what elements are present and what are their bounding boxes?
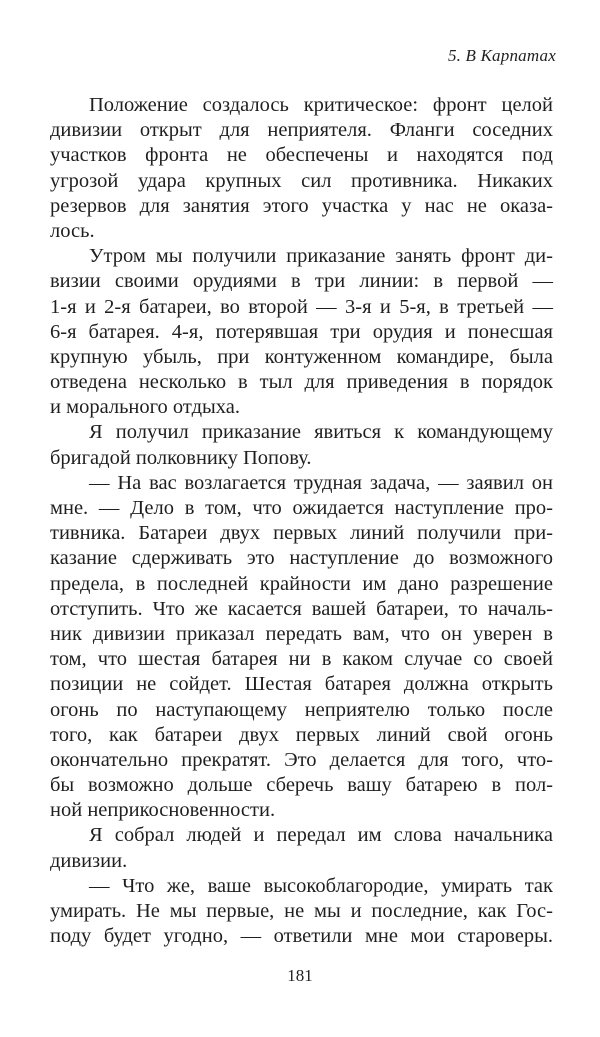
text-line: отведена несколько в тыл для приведения в порядок	[50, 371, 553, 394]
text-line: дивизии.	[50, 849, 128, 872]
text-line: дивизии открыт для неприятеля. Фланги соседних	[50, 119, 553, 142]
text-line: лось.	[50, 219, 95, 242]
text-line: резервов для занятия этого участка у нас не оказа-	[50, 194, 553, 217]
text-line: Я собрал людей и передал им слова начальника	[89, 824, 553, 847]
text-line: визии своими орудиями в три линии: в первой —	[50, 270, 553, 293]
page-number: 181	[287, 966, 313, 985]
text-line: огонь по наступающему неприятелю только после	[50, 698, 553, 721]
text-line: крупную убыль, при контуженном командире, была	[50, 345, 553, 368]
text-line: бригадой полковнику Попову.	[50, 446, 312, 469]
text-line: — Что же, ваше высокоблагородие, умирать так	[89, 874, 553, 897]
text-line: Утром мы получили приказание занять фронт ди-	[89, 245, 553, 268]
text-line: тивника. Батареи двух первых линий получили при-	[50, 522, 553, 545]
text-line: Положение создалось критическое: фронт целой	[89, 94, 553, 116]
text-line: ной неприкосновенности.	[50, 799, 276, 822]
text-line: том, что шестая батарея ни в каком случае со своей	[50, 648, 553, 671]
text-line: того, как батареи двух первых линий свой огонь	[50, 723, 553, 746]
text-line: предела, в последней крайности им дано разрешение	[50, 572, 553, 595]
text-line: окончательно прекратят. Это делается для того, что-	[50, 748, 553, 771]
text-line: ник дивизии приказал передать вам, что он уверен в	[50, 622, 553, 645]
text-line: умирать. Не мы первые, не мы и последние, как Гос-	[50, 900, 553, 922]
text-line: поду будет угодно, — ответили мне мои староверы.	[50, 925, 553, 948]
text-line: мне. — Дело в том, что ожидается наступление про-	[50, 497, 553, 519]
text-line: 1-я и 2-я батареи, во второй — 3-я и 5-я, в третьей —	[50, 295, 553, 318]
text-line: угрозой удара крупных сил противника. Никаких	[50, 169, 553, 192]
body-text	[50, 93, 553, 949]
text-line: позиции не сойдет. Шестая батарея должна открыть	[50, 673, 553, 696]
text-line: участков фронта не обеспечены и находятся под	[50, 144, 553, 167]
text-line: бы возможно дольше сберечь вашу батарею в пол-	[50, 774, 553, 797]
text-line: 6-я батарея. 4-я, потерявшая три орудия и понесшая	[50, 320, 553, 343]
text-line: — На вас возлагается трудная задача, — заявил он	[89, 471, 553, 494]
text-line: отступить. Что же касается вашей батареи, то началь-	[50, 597, 553, 620]
text-line: и морального отдыха.	[50, 396, 240, 419]
running-header: 5. В Карпатах	[447, 46, 556, 65]
text-line: Я получил приказание явиться к командующему	[89, 421, 553, 444]
text-line: казание сдерживать это наступление до возможного	[50, 547, 553, 570]
